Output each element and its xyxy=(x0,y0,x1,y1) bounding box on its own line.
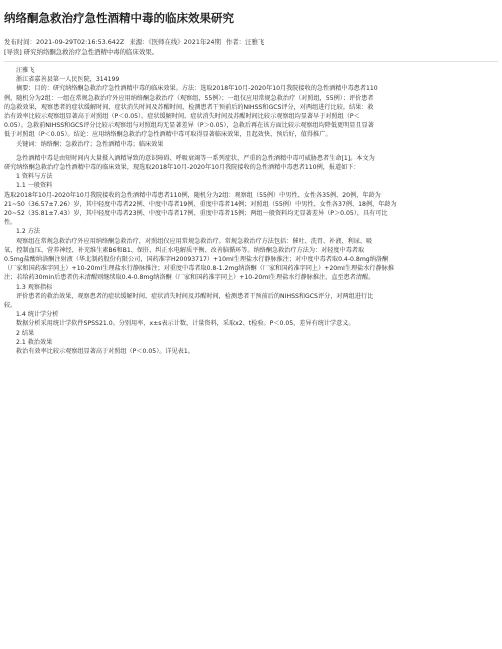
front-matter xyxy=(4,66,498,149)
abstract-line: 的急救效果，观察患者的症状缓解时间、症状消失时间及苏醒时间，检测患者干预前后的NIHSS和GCS评分，对两组进行比较。结果：救 xyxy=(4,103,374,111)
source: 来源：《医师在线》2021年24期 xyxy=(129,38,221,46)
body-line: 2 结果 xyxy=(16,329,35,337)
body-line: 评价患者的救治效果，观察患者的症状缓解时间、症状消失时间及苏醒时间，检测患者干预前后的NIHSS和GCS评分，对两组进行比 xyxy=(16,292,374,300)
body-line: 氧、控制血压、营养神经、补充维生素B6和B1、保肝、纠正水电解质平衡、改善脑循环等。纳络酮急救治疗方法为：对轻度中毒者取 xyxy=(4,246,365,254)
abstract-line: 低于对照组（P＜0.05）。结论：应用纳络酮急救治疗急性酒精中毒可取得显著临床效果，且起效快、预后好，值得推广。 xyxy=(4,131,332,139)
body-text xyxy=(4,154,498,356)
body-line: 1.1 一般资料 xyxy=(16,182,53,190)
body-line: 1.4 统计学分析 xyxy=(16,311,59,319)
author-name: 汪雅飞 xyxy=(16,67,35,74)
body-line: 性。 xyxy=(4,219,17,227)
body-line: 选取2018年10月-2020年10月我院接收的急性酒精中毒患者110例，随机分为2组：观察组（55例）中男性、女性各35例、20例，年龄为 xyxy=(4,191,381,199)
body-line: 救治有效率比较示观察组显著高于对照组（P＜0.05）。详见表1。 xyxy=(16,348,194,356)
body-line: 2.1 救治效果 xyxy=(16,338,53,346)
header-divider xyxy=(4,61,498,62)
article-title: 纳络酮急救治疗急性酒精中毒的临床效果研究 xyxy=(4,11,234,25)
article-meta xyxy=(4,38,498,47)
body-line: 1 资料与方法 xyxy=(16,173,53,181)
body-line: 观察组在常规急救治疗外应用纳络酮急救治疗，对照组仅应用常规急救治疗。常规急救治疗方法包括：催吐、洗胃、补液、利尿、吸 xyxy=(16,237,373,245)
body-line: （厂家和国药准字同上）+10-20ml生理盐水行静脉推注；对重度中毒者取0.8-1.2mg纳洛酮（厂家和国药准字同上）+20ml生理盐水行静脉推 xyxy=(4,265,394,273)
body-line: 0.5mg盐酸纳洛酮注射液（华北制药股份有限公司，国药准字H20093717）+10ml生理盐水行静脉推注；对中度中毒者取0.4-0.8mg纳洛酮 xyxy=(4,256,389,264)
keywords: 关键词：纳络酮；急救治疗；急性酒精中毒；临床效果 xyxy=(16,140,164,148)
body-line: 1.2 方法 xyxy=(16,228,40,236)
author-byline: 作者：汪雅飞 xyxy=(225,38,265,46)
body-line: 急性酒精中毒是由短时间内大量摄入酒精导致的意识障碍、呼吸衰竭等一系列症状，严重的急性酒精中毒可威胁患者生命[1]。本文为 xyxy=(16,154,375,162)
abstract-line: 摘要：目的：研究纳络酮急救治疗急性酒精中毒的临床效果。方法：选取2018年10月-2020年10月我院接收的急性酒精中毒患者110 xyxy=(16,85,378,93)
publish-time: 发布时间：2021-09-29T02:16:53.642Z xyxy=(4,38,125,46)
body-line: 研究纳络酮急救治疗急性酒精中毒的临床效果，现选取2018年10月-2020年10月我院接收的急性酒精中毒患者110例，报道如下： xyxy=(4,164,360,172)
abstract-line: 0.05）。急救前NIHSS和GCS评分比较示观察组与对照组均无显著差异（P＞0.05），急救后再在该方面比较示观察组均降低更明显且显著 xyxy=(4,122,374,130)
body-line: 21~50（36.57±7.26）岁，其中轻度中毒者22例、中度中毒者19例、重度中毒者14例；对照组（55例）中男性、女性各37例、18例，年龄为 xyxy=(4,200,397,208)
guide-text: [导读] 研究纳络酮急救治疗急性酒精中毒的临床效果。 xyxy=(4,48,159,56)
abstract-line: 治有效率比较示观察组显著高于对照组（P＜0.05）。症状缓解时间、症状消失时间及苏醒时间比较示观察组均显著早于对照组（P＜ xyxy=(4,113,360,121)
affiliation: 浙江省嘉善县第一人民医院，314199 xyxy=(16,76,120,84)
abstract xyxy=(4,84,498,139)
abstract-line: 例，随机分为2组：一组在常规急救治疗外应用纳络酮急救治疗（观察组，55例）；一组仅应用常规急救治疗（对照组，55例）；评价患者 xyxy=(4,94,374,102)
body-line: 20~52（35.81±7.43）岁，其中轻度中毒者23例、中度中毒者17例、重度中毒者15例；两组一般资料均无显著差异（P＞0.05），具有可比 xyxy=(4,210,388,218)
body-line: 较。 xyxy=(4,302,17,310)
body-line: 数据分析采用统计学软件SPSS21.0。分别用率、x±s表示计数、计量资料，采取x2、t检验。P＜0.05，差异有统计学意义。 xyxy=(16,320,355,328)
body-line: 注；若给药30min后患者仍未清醒则继续取0.4-0.8mg纳洛酮（厂家和国药准字同上）+10-20ml生理盐水行静脉推注，直至患者清醒。 xyxy=(4,274,375,282)
body-line: 1.3 观察指标 xyxy=(16,283,53,291)
